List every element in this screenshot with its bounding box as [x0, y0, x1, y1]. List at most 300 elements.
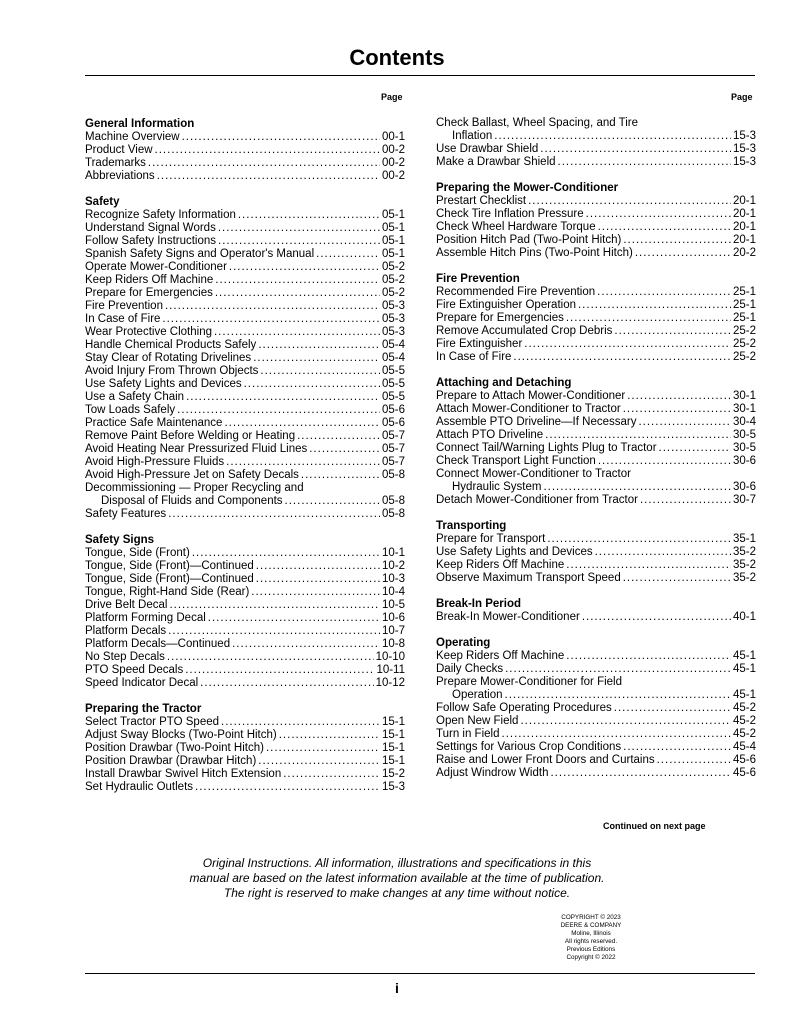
- toc-entry-page: 30-5: [732, 442, 756, 454]
- toc-entry-label: Abbreviations: [85, 170, 155, 182]
- toc-entry[interactable]: [85, 716, 405, 729]
- toc-section: [85, 118, 405, 183]
- toc-entry-page: 45-4: [732, 741, 756, 753]
- dot-leader: [494, 130, 731, 143]
- toc-entry-label: Position Drawbar (Two-Point Hitch): [85, 742, 264, 754]
- toc-entry-page: 30-4: [732, 416, 756, 428]
- toc-entry-page: 45-2: [732, 715, 756, 727]
- toc-entry[interactable]: [85, 352, 405, 365]
- dot-leader: [502, 728, 731, 741]
- toc-entry-page: 45-2: [732, 728, 756, 740]
- toc-entry-label: Check Wheel Hardware Torque: [436, 221, 596, 233]
- dot-leader: [244, 378, 380, 391]
- dot-leader: [505, 663, 731, 676]
- toc-entry[interactable]: [436, 195, 756, 208]
- toc-entry-page: 05-8: [381, 469, 405, 481]
- toc-entry-page: 25-1: [732, 286, 756, 298]
- toc-section: [436, 117, 756, 169]
- copyright-line: Moline, Illinois: [571, 930, 611, 937]
- dot-leader: [167, 651, 374, 664]
- toc-entry-label: Drive Belt Decal: [85, 599, 168, 611]
- toc-entry-label: Observe Maximum Transport Speed: [436, 572, 621, 584]
- page-column-header-right: Page: [731, 92, 753, 102]
- toc-entry[interactable]: [436, 390, 756, 403]
- toc-entry[interactable]: [436, 715, 756, 728]
- toc-entry-page: 05-1: [381, 209, 405, 221]
- dot-leader: [177, 404, 380, 417]
- dot-leader: [598, 455, 731, 468]
- dot-leader: [208, 612, 380, 625]
- toc-right-column: [436, 117, 756, 793]
- toc-entry-label: Handle Chemical Products Safely: [85, 339, 257, 351]
- toc-entry[interactable]: [436, 208, 756, 221]
- toc-entry-label: Adjust Sway Blocks (Two-Point Hitch): [85, 729, 277, 741]
- dot-leader: [505, 689, 731, 702]
- toc-section: [436, 182, 756, 260]
- toc-entry-page: 10-3: [381, 573, 405, 585]
- toc-entry-page: 15-2: [381, 768, 405, 780]
- toc-entry[interactable]: [85, 235, 405, 248]
- toc-entry-label: Make a Drawbar Shield: [436, 156, 556, 168]
- note-line: Original Instructions. All information, illustrations and specifications in this: [202, 856, 592, 870]
- toc-entry-label: Turn in Field: [436, 728, 500, 740]
- toc-entry[interactable]: [436, 468, 756, 481]
- toc-entry-label: Select Tractor PTO Speed: [85, 716, 220, 728]
- dot-leader: [192, 547, 380, 560]
- toc-entry-page: 15-3: [381, 781, 405, 793]
- toc-entry-label: Position Drawbar (Drawbar Hitch): [85, 755, 257, 767]
- toc-entry[interactable]: [85, 144, 405, 157]
- toc-entry-label: Check Transport Light Function: [436, 455, 596, 467]
- toc-entry-label: Prestart Checklist: [436, 195, 527, 207]
- toc-entry[interactable]: [85, 157, 405, 170]
- toc-entry-label: Follow Safe Operating Procedures: [436, 702, 612, 714]
- copyright-line: Copyright © 2022: [566, 954, 616, 961]
- toc-entry[interactable]: [436, 533, 756, 546]
- section-heading: Safety: [85, 196, 120, 208]
- toc-entry[interactable]: [436, 767, 756, 780]
- toc-entry-label: Stay Clear of Rotating Drivelines: [85, 352, 252, 364]
- dot-leader: [162, 313, 380, 326]
- toc-section: [436, 520, 756, 585]
- toc-entry-page: 20-1: [732, 221, 756, 233]
- toc-entry[interactable]: [436, 416, 756, 429]
- toc-entry-page: 05-3: [381, 326, 405, 338]
- dot-leader: [566, 559, 731, 572]
- dot-leader: [545, 429, 731, 442]
- toc-entry[interactable]: [436, 247, 756, 260]
- toc-entry[interactable]: [85, 729, 405, 742]
- toc-entry-label: Avoid High-Pressure Jet on Safety Decals: [85, 469, 299, 481]
- toc-entry[interactable]: [85, 443, 405, 456]
- toc-entry-label: Assemble Hitch Pins (Two-Point Hitch): [436, 247, 633, 259]
- toc-entry-page: 10-8: [381, 638, 405, 650]
- toc-entry-label: Settings for Various Crop Conditions: [436, 741, 622, 753]
- toc-entry[interactable]: [436, 286, 756, 299]
- toc-entry-label: Operate Mower-Conditioner: [85, 261, 227, 273]
- dot-leader: [224, 417, 380, 430]
- copyright-line: COPYRIGHT © 2023: [561, 914, 621, 921]
- toc-entry-page: 35-2: [732, 546, 756, 558]
- dot-leader: [301, 469, 380, 482]
- toc-entry[interactable]: [436, 481, 756, 494]
- dot-leader: [566, 650, 731, 663]
- toc-entry-page: 05-5: [381, 391, 405, 403]
- toc-entry-page: 30-1: [732, 390, 756, 402]
- toc-entry-label: Speed Indicator Decal: [85, 677, 199, 689]
- toc-entry[interactable]: [85, 547, 405, 560]
- dot-leader: [635, 247, 731, 260]
- toc-entry-label: Tongue, Side (Front): [85, 547, 190, 559]
- toc-entry[interactable]: [85, 781, 405, 794]
- toc-entry-label: Tongue, Side (Front)—Continued: [85, 560, 254, 572]
- toc-entry-page: 00-2: [381, 170, 405, 182]
- toc-entry-page: 35-2: [732, 572, 756, 584]
- toc-entry-page: 05-6: [381, 417, 405, 429]
- dot-leader: [218, 235, 380, 248]
- toc-entry-label: Attach PTO Driveline: [436, 429, 544, 441]
- toc-entry-label: Daily Checks: [436, 663, 504, 675]
- section-heading: Fire Prevention: [436, 273, 520, 285]
- dot-leader: [200, 677, 373, 690]
- dot-leader: [623, 741, 731, 754]
- toc-entry[interactable]: [436, 676, 756, 689]
- toc-section: [436, 637, 756, 780]
- section-heading: Preparing the Mower-Conditioner: [436, 182, 619, 194]
- toc-entry-page: 05-7: [381, 443, 405, 455]
- toc-entry-page: 25-2: [732, 338, 756, 350]
- toc-entry-page: 10-5: [381, 599, 405, 611]
- toc-entry[interactable]: [436, 403, 756, 416]
- toc-entry[interactable]: [436, 611, 756, 624]
- toc-entry[interactable]: [436, 429, 756, 442]
- toc-entry[interactable]: [85, 625, 405, 638]
- toc-entry-label: Use Safety Lights and Devices: [85, 378, 242, 390]
- toc-entry-page: 10-6: [381, 612, 405, 624]
- dot-leader: [309, 443, 380, 456]
- toc-entry-page: 10-12: [375, 677, 405, 689]
- toc-entry-label: Remove Paint Before Welding or Heating: [85, 430, 296, 442]
- toc-entry[interactable]: [85, 365, 405, 378]
- toc-entry[interactable]: [85, 209, 405, 222]
- dot-leader: [578, 299, 731, 312]
- toc-entry[interactable]: [85, 664, 405, 677]
- toc-entry-label: Platform Forming Decal: [85, 612, 206, 624]
- toc-entry-page: 30-5: [732, 429, 756, 441]
- toc-entry[interactable]: [436, 728, 756, 741]
- toc-entry[interactable]: [436, 143, 756, 156]
- toc-entry-page: 15-1: [381, 729, 405, 741]
- toc-entry-label: Set Hydraulic Outlets: [85, 781, 194, 793]
- toc-entry-page: 05-7: [381, 430, 405, 442]
- dot-leader: [256, 573, 380, 586]
- toc-entry-label: Understand Signal Words: [85, 222, 216, 234]
- toc-entry-label: Keep Riders Off Machine: [436, 650, 565, 662]
- toc-entry[interactable]: [436, 312, 756, 325]
- toc-entry-page: 05-2: [381, 274, 405, 286]
- toc-entry[interactable]: [436, 559, 756, 572]
- toc-entry-page: 05-4: [381, 339, 405, 351]
- toc-entry[interactable]: [85, 404, 405, 417]
- toc-entry-label: Assemble PTO Driveline—If Necessary: [436, 416, 637, 428]
- toc-entry-page: 05-4: [381, 352, 405, 364]
- toc-entry[interactable]: [436, 572, 756, 585]
- toc-section: [85, 196, 405, 521]
- toc-entry[interactable]: [85, 170, 405, 183]
- dot-leader: [215, 274, 380, 287]
- toc-entry-page: 15-3: [732, 156, 756, 168]
- toc-entry-label: Safety Features: [85, 508, 167, 520]
- toc-section: [436, 273, 756, 364]
- toc-entry[interactable]: [85, 248, 405, 261]
- toc-entry-label: Use Drawbar Shield: [436, 143, 539, 155]
- toc-entry[interactable]: [436, 650, 756, 663]
- toc-entry-label: Prepare for Emergencies: [85, 287, 213, 299]
- dot-leader: [283, 768, 380, 781]
- page-column-header-left: Page: [381, 92, 403, 102]
- toc-entry[interactable]: [436, 702, 756, 715]
- toc-entry-page: 10-4: [381, 586, 405, 598]
- toc-entry-label: In Case of Fire: [436, 351, 512, 363]
- toc-entry[interactable]: [85, 768, 405, 781]
- toc-entry[interactable]: [85, 222, 405, 235]
- toc-entry[interactable]: [436, 221, 756, 234]
- toc-entry-page: 05-1: [381, 235, 405, 247]
- toc-entry-page: 05-8: [381, 508, 405, 520]
- toc-entry-page: 25-1: [732, 312, 756, 324]
- dot-leader: [297, 430, 380, 443]
- toc-entry[interactable]: [85, 482, 405, 495]
- dot-leader: [638, 416, 731, 429]
- toc-entry-page: 00-1: [381, 131, 405, 143]
- toc-entry-label: Practice Safe Maintenance: [85, 417, 223, 429]
- dot-leader: [168, 625, 380, 638]
- dot-leader: [258, 339, 380, 352]
- page-number: i: [395, 980, 399, 996]
- toc-entry-page: 20-1: [732, 208, 756, 220]
- toc-entry[interactable]: [85, 469, 405, 482]
- dot-leader: [640, 494, 731, 507]
- dot-leader: [232, 638, 380, 651]
- dot-leader: [627, 390, 731, 403]
- toc-entry-label: Install Drawbar Swivel Hitch Extension: [85, 768, 282, 780]
- toc-entry[interactable]: [85, 508, 405, 521]
- toc-entry[interactable]: [85, 287, 405, 300]
- toc-entry-label: Recognize Safety Information: [85, 209, 236, 221]
- toc-entry[interactable]: [436, 338, 756, 351]
- dot-leader: [550, 767, 730, 780]
- toc-entry-page: 35-1: [732, 533, 756, 545]
- dot-leader: [266, 742, 380, 755]
- toc-entry[interactable]: [436, 234, 756, 247]
- dot-leader: [168, 508, 380, 521]
- dot-leader: [566, 312, 731, 325]
- dot-leader: [586, 208, 731, 221]
- toc-entry-label: PTO Speed Decals: [85, 664, 184, 676]
- toc-entry-page: 00-2: [381, 144, 405, 156]
- dot-leader: [623, 403, 731, 416]
- toc-entry[interactable]: [85, 677, 405, 690]
- toc-entry-page: 30-7: [732, 494, 756, 506]
- dot-leader: [253, 352, 380, 365]
- toc-entry[interactable]: [436, 325, 756, 338]
- toc-entry-label: Avoid Injury From Thrown Objects: [85, 365, 259, 377]
- toc-entry-label: In Case of Fire: [85, 313, 161, 325]
- toc-section: [436, 598, 756, 624]
- dot-leader: [543, 481, 731, 494]
- toc-entry[interactable]: [436, 156, 756, 169]
- toc-entry-page: 40-1: [732, 611, 756, 623]
- toc-entry-label: Keep Riders Off Machine: [436, 559, 565, 571]
- toc-entry-page: 45-1: [732, 663, 756, 675]
- dot-leader: [623, 572, 731, 585]
- toc-entry-page: 25-1: [732, 299, 756, 311]
- toc-entry[interactable]: [436, 546, 756, 559]
- dot-leader: [595, 546, 731, 559]
- toc-entry[interactable]: [85, 612, 405, 625]
- section-heading: Break-In Period: [436, 598, 521, 610]
- dot-leader: [582, 611, 731, 624]
- toc-entry-label: Hydraulic System: [452, 481, 542, 493]
- dot-leader: [215, 287, 380, 300]
- toc-entry-page: 35-2: [732, 559, 756, 571]
- toc-entry[interactable]: [85, 339, 405, 352]
- section-heading: Attaching and Detaching: [436, 377, 572, 389]
- toc-entry[interactable]: [436, 299, 756, 312]
- toc-entry-page: 45-6: [732, 767, 756, 779]
- toc-entry[interactable]: [436, 351, 756, 364]
- toc-entry[interactable]: [436, 689, 756, 702]
- section-heading: Safety Signs: [85, 534, 155, 546]
- toc-entry[interactable]: [85, 560, 405, 573]
- toc-entry[interactable]: [85, 430, 405, 443]
- toc-entry-page: 25-2: [732, 325, 756, 337]
- toc-entry-page: 05-2: [381, 261, 405, 273]
- toc-entry-page: 45-1: [732, 689, 756, 701]
- note-line: The right is reserved to make changes at any time without notice.: [223, 886, 571, 900]
- toc-entry[interactable]: [85, 573, 405, 586]
- toc-entry[interactable]: [85, 586, 405, 599]
- toc-entry[interactable]: [436, 741, 756, 754]
- toc-entry-page: 20-1: [732, 195, 756, 207]
- dot-leader: [214, 326, 380, 339]
- dot-leader: [218, 222, 380, 235]
- toc-entry-page: 15-1: [381, 742, 405, 754]
- toc-entry-label: Fire Extinguisher: [436, 338, 523, 350]
- toc-entry-page: 20-2: [732, 247, 756, 259]
- toc-entry-label: Connect Tail/Warning Lights Plug to Tractor: [436, 442, 657, 454]
- dot-leader: [260, 365, 380, 378]
- toc-entry-label: Trademarks: [85, 157, 146, 169]
- dot-leader: [155, 144, 380, 157]
- dot-leader: [524, 338, 731, 351]
- toc-entry-page: 30-1: [732, 403, 756, 415]
- toc-entry[interactable]: [436, 663, 756, 676]
- continued-notice: Continued on next page: [603, 821, 706, 831]
- dot-leader: [229, 261, 380, 274]
- toc-entry-label: Decommissioning — Proper Recycling and: [85, 482, 304, 494]
- toc-entry[interactable]: [85, 326, 405, 339]
- toc-entry-page: 25-2: [732, 351, 756, 363]
- toc-entry-label: Use a Safety Chain: [85, 391, 185, 403]
- toc-entry[interactable]: [85, 638, 405, 651]
- toc-entry-label: Prepare to Attach Mower-Conditioner: [436, 390, 626, 402]
- toc-entry-page: 05-3: [381, 313, 405, 325]
- toc-entry[interactable]: [85, 495, 405, 508]
- toc-entry-page: 20-1: [732, 234, 756, 246]
- toc-entry-page: 30-6: [732, 481, 756, 493]
- toc-entry[interactable]: [85, 391, 405, 404]
- dot-leader: [623, 234, 731, 247]
- dot-leader: [186, 391, 380, 404]
- toc-entry[interactable]: [85, 313, 405, 326]
- toc-entry[interactable]: [85, 378, 405, 391]
- dot-leader: [540, 143, 731, 156]
- dot-leader: [221, 716, 380, 729]
- toc-entry-label: Tongue, Right-Hand Side (Rear): [85, 586, 250, 598]
- toc-entry-page: 05-6: [381, 404, 405, 416]
- note-line: manual are based on the latest information available at the time of publication.: [189, 871, 605, 885]
- toc-entry[interactable]: [85, 300, 405, 313]
- dot-leader: [597, 286, 731, 299]
- toc-entry[interactable]: [85, 755, 405, 768]
- toc-entry-page: 00-2: [381, 157, 405, 169]
- toc-entry[interactable]: [436, 130, 756, 143]
- dot-leader: [148, 157, 380, 170]
- toc-entry-label: Inflation: [452, 130, 493, 142]
- toc-entry-label: Attach Mower-Conditioner to Tractor: [436, 403, 621, 415]
- toc-entry-label: Disposal of Fluids and Components: [101, 495, 283, 507]
- toc-entry[interactable]: [85, 417, 405, 430]
- toc-entry-page: 10-7: [381, 625, 405, 637]
- toc-entry-page: 15-1: [381, 755, 405, 767]
- bottom-rule: [85, 973, 755, 974]
- toc-entry-page: 05-3: [381, 300, 405, 312]
- toc-entry[interactable]: [85, 742, 405, 755]
- section-heading: General Information: [85, 118, 195, 130]
- toc-entry[interactable]: [85, 599, 405, 612]
- toc-entry-label: Open New Field: [436, 715, 519, 727]
- section-heading: Operating: [436, 637, 491, 649]
- toc-entry-page: 15-3: [732, 143, 756, 155]
- toc-entry[interactable]: [85, 274, 405, 287]
- toc-entry[interactable]: [85, 131, 405, 144]
- toc-section: [85, 703, 405, 794]
- toc-entry-label: Tow Loads Safely: [85, 404, 176, 416]
- dot-leader: [157, 170, 380, 183]
- toc-entry-label: Prepare for Transport: [436, 533, 546, 545]
- dot-leader: [182, 131, 380, 144]
- toc-entry[interactable]: [436, 754, 756, 767]
- toc-entry[interactable]: [436, 442, 756, 455]
- toc-entry[interactable]: [436, 494, 756, 507]
- toc-entry[interactable]: [436, 117, 756, 130]
- toc-entry[interactable]: [436, 455, 756, 468]
- toc-entry[interactable]: [85, 456, 405, 469]
- toc-entry-label: Adjust Windrow Width: [436, 767, 549, 779]
- toc-entry-label: Recommended Fire Prevention: [436, 286, 596, 298]
- dot-leader: [256, 560, 380, 573]
- dot-leader: [659, 442, 731, 455]
- toc-entry-page: 05-8: [381, 495, 405, 507]
- toc-entry[interactable]: [85, 651, 405, 664]
- copyright-line: DEERE & COMPANY: [560, 922, 622, 929]
- toc-entry[interactable]: [85, 261, 405, 274]
- toc-entry-page: 05-5: [381, 378, 405, 390]
- dot-leader: [614, 702, 731, 715]
- dot-leader: [316, 248, 380, 261]
- page-title: Contents: [349, 45, 445, 70]
